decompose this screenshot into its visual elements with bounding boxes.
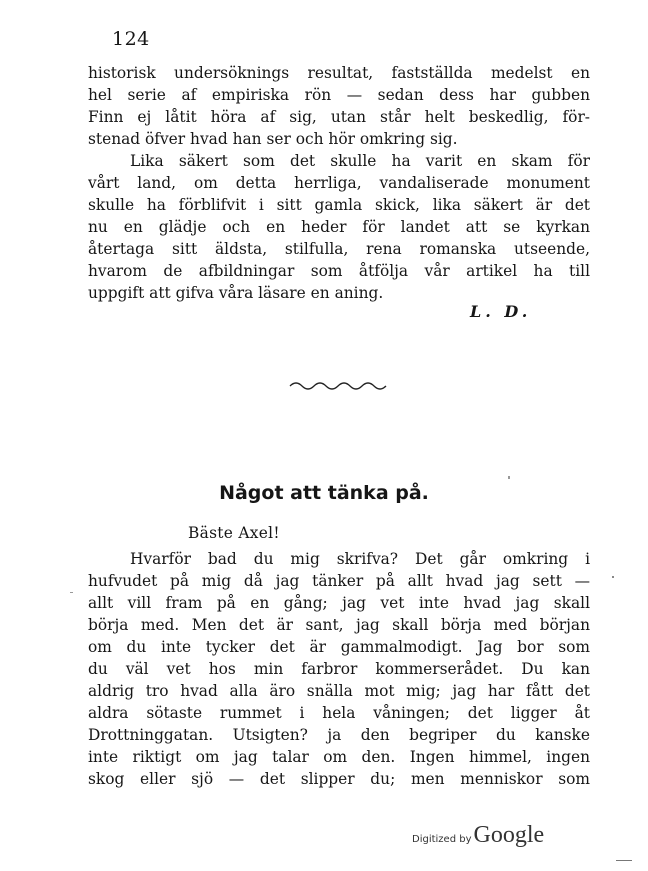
text-line: stenad öfver hvad han ser och hör omkring sig. (88, 130, 458, 148)
scan-speck (508, 476, 510, 479)
text-line: hel serie af empiriska rön — sedan dess har gubben (88, 86, 590, 104)
text-line: aldra sötaste rummet i hela våningen; det ligger åt (88, 704, 590, 722)
text-line: vårt land, om detta herrliga, vandaliserade monument (88, 174, 590, 192)
text-line: hvarom de afbildningar som åtfölja vår artikel ha till (88, 262, 590, 280)
text-line: Finn ej låtit höra af sig, utan står helt beskedlig, för- (88, 108, 590, 126)
text-line: hufvudet på mig då jag tänker på allt hvad jag sett — (88, 572, 590, 590)
text-line: Lika säkert som det skulle ha varit en skam för (130, 152, 590, 170)
google-logo: Google (473, 822, 545, 848)
text-line: uppgift att gifva våra läsare en aning. (88, 284, 384, 302)
text-line: aldrig tro hvad alla äro snälla mot mig; jag har fått det (88, 682, 590, 700)
section-divider-ornament (288, 378, 388, 392)
scan-speck (616, 860, 632, 861)
text-line: skog eller sjö — det slipper du; men menniskor som (88, 770, 590, 788)
letter-title: Något att tänka på. (219, 482, 429, 504)
text-line: Drottninggatan. Utsigten? ja den begriper du kanske (88, 726, 590, 744)
text-line: historisk undersöknings resultat, fastställda medelst en (88, 64, 590, 82)
digitized-by-google (412, 822, 544, 849)
digitized-label: Digitized by (412, 834, 472, 845)
text-line: inte riktigt om jag talar om den. Ingen himmel, ingen (88, 748, 590, 766)
scan-speck (70, 592, 73, 593)
text-line: du väl vet hos min farbror kommerserådet. Du kan (88, 660, 590, 678)
text-line: skulle ha förblifvit i sitt gamla skick, lika säkert är det (88, 196, 590, 214)
scan-speck (612, 576, 614, 578)
signature: L. D. (470, 302, 532, 321)
text-line: allt vill fram på en gång; jag vet inte hvad jag skall (88, 594, 590, 612)
page-number: 124 (112, 28, 150, 50)
letter-text (88, 548, 590, 790)
text-line: återtaga sitt äldsta, stilfulla, rena romanska utseende, (88, 240, 590, 258)
text-line: börja med. Men det är sant, jag skall börja med början (88, 616, 590, 634)
text-line: om du inte tycker det är gammalmodigt. Jag bor som (88, 638, 590, 656)
text-line: nu en glädje och en heder för landet att se kyrkan (88, 218, 590, 236)
salutation: Bäste Axel! (188, 524, 280, 542)
article-end-text (88, 62, 590, 304)
text-line: Hvarför bad du mig skrifva? Det går omkring i (130, 550, 590, 568)
